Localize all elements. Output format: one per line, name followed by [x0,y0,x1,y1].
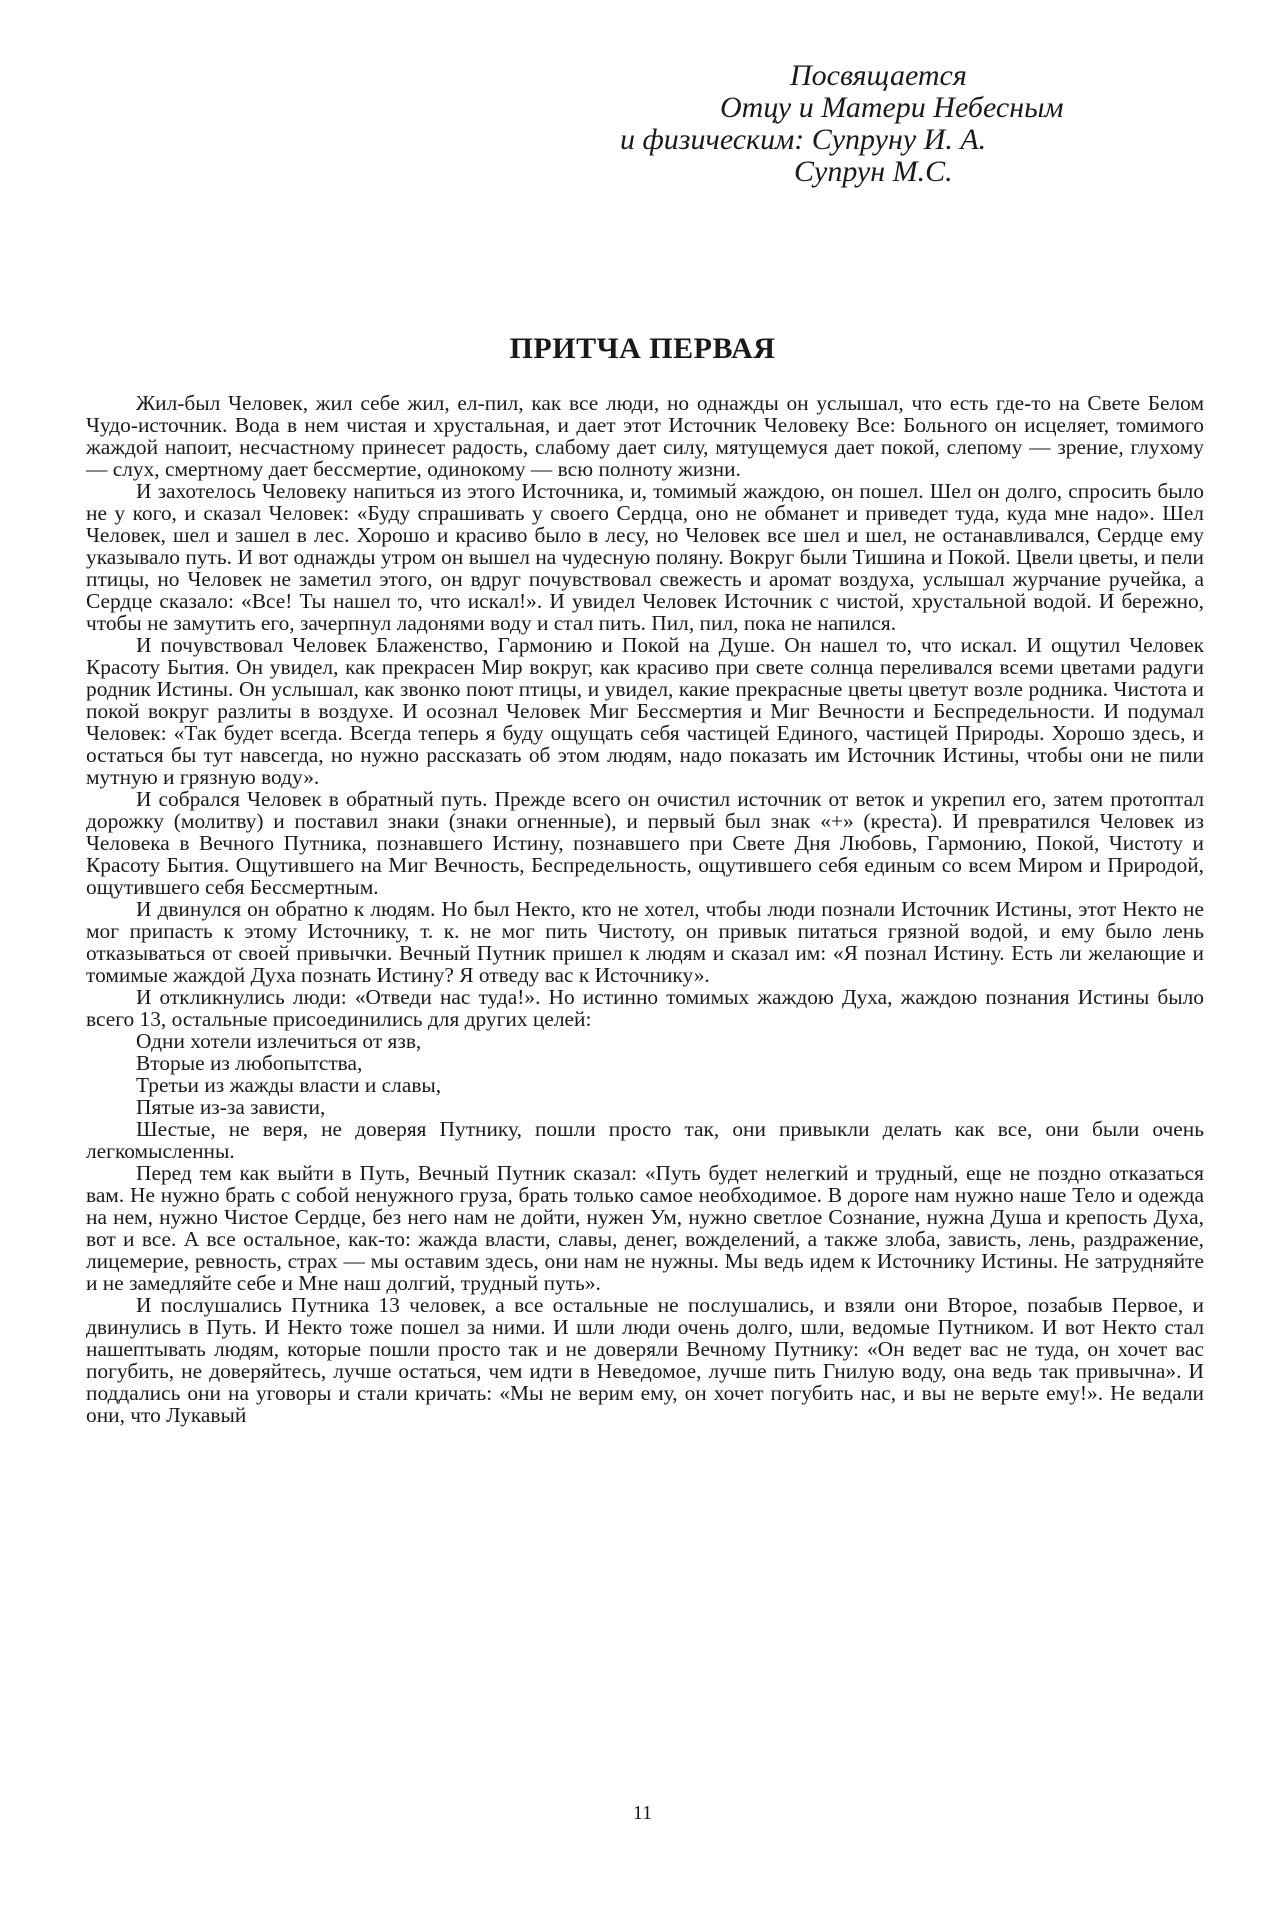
dedication-line: Отцу и Матери Небесным [720,91,1064,124]
list-item: Вторые из любопытства, [136,1051,363,1075]
list-item: Третьи из жажды власти и славы, [136,1073,442,1097]
dedication-line: Супрун М.С. [794,155,953,188]
paragraph: И почувствовал Человек Блаженство, Гармонию и Покой на Душе. Он нашел то, что искал. И ощутил Человек Красоту Бытия. Он увидел, как прекрасен Мир вокруг, как красиво при свете солнца переливался всеми цветами радуги родник Истины. Он услышал, как звонко поют птицы, и увидел, какие прекрасные цветы цветут возле родника. Чистота и покой вокруг разлиты в воздухе. И осознал Человек Миг Бессмертия и Миг Вечности и Беспредельности. И подумал Человек: «Так будет всегда. Всегда теперь я буду ощущать себя частицей Единого, частицей Природы. Хорошо здесь, и остаться бы тут навсегда, но нужно рассказать об этом людям, надо показать им Источник Истины, чтобы они не пили мутную и грязную воду». [86,633,1204,789]
list-item: Пятые из-за зависти, [136,1095,326,1119]
paragraph: И собрался Человек в обратный путь. Прежде всего он очистил источник от веток и укрепил его, затем протоптал дорожку (молитву) и поставил знаки (знаки огненные), и первый был знак «+» (креста). И превратился Человек из Человека в Вечного Путника, познавшего Истину, познавшего при Свете Дня Любовь, Гармонию, Покой, Чистоту и Красоту Бытия. Ощутившего на Миг Вечность, Беспредельность, ощутившего себя единым со всем Миром и Природой, ощутившего себя Бессмертным. [86,787,1204,899]
paragraph: И откликнулись люди: «Отведи нас туда!». Но истинно томимых жаждою Духа, жаждою познания Истины было всего 13, остальные присоединились для других целей: [86,985,1204,1031]
dedication-line: Посвящается [790,59,967,92]
body-text [86,392,1204,1426]
list-item: Одни хотели излечиться от язв, [136,1029,422,1053]
dedication [620,60,1180,188]
paragraph: Жил-был Человек, жил себе жил, ел-пил, как все люди, но однажды он услышал, что есть где-то на Свете Белом Чудо-источник. Вода в нем чистая и хрустальная, и дает этот Источник Человеку Все: Больного он исцеляет, томимого жаждой напоит, несчастному принесет радость, слабому дает силу, мятущемуся дает покой, слепому — зрение, глухому — слух, смертному дает бессмертие, одинокому — всю полноту жизни. [86,391,1204,481]
paragraph: Шестые, не веря, не доверяя Путнику, пошли просто так, они привыкли делать как все, они были очень легкомысленны. [86,1117,1204,1163]
paragraph: И захотелось Человеку напиться из этого Источника, и, томимый жаждою, он пошел. Шел он долго, спросить было не у кого, и сказал Человек: «Буду спрашивать у своего Сердца, оно не обманет и приведет туда, куда мне надо». Шел Человек, шел и зашел в лес. Хорошо и красиво было в лесу, но Человек все шел и шел, не останавливался, Сердце ему указывало путь. И вот однажды утром он вышел на чудесную поляну. Вокруг были Тишина и Покой. Цвели цветы, и пели птицы, но Человек не заметил этого, он вдруг почувствовал свежесть и аромат воздуха, услышал журчание ручейка, а Сердце сказало: «Все! Ты нашел то, что искал!». И увидел Человек Источник с чистой, хрустальной водой. И бережно, чтобы не замутить его, зачерпнул ладонями воду и стал пить. Пил, пил, пока не напился. [86,479,1204,635]
paragraph: Перед тем как выйти в Путь, Вечный Путник сказал: «Путь будет нелегкий и трудный, еще не поздно отказаться вам. Не нужно брать с собой ненужного груза, брать только самое необходимое. В дороге нам нужно наше Тело и одежда на нем, нужно Чистое Сердце, без него нам не дойти, нужен Ум, нужно светлое Сознание, нужна Душа и крепость Духа, вот и все. А все остальное, как-то: жажда власти, славы, денег, вожделений, а также злоба, зависть, лень, раздражение, лицемерие, ревность, страх — мы оставим здесь, они нам не нужны. Мы ведь идем к Источнику Истины. Не затрудняйте и не замедляйте себе и Мне наш долгий, трудный путь». [86,1161,1204,1295]
chapter-title: ПРИТЧА ПЕРВАЯ [509,332,776,365]
paragraph: И двинулся он обратно к людям. Но был Некто, кто не хотел, чтобы люди познали Источник Истины, этот Некто не мог припасть к этому Источнику, т. к. не мог пить Чистоту, он привык питаться грязной водой, и ему было лень отказываться от своей привычки. Вечный Путник пришел к людям и сказал им: «Я познал Истину. Есть ли желающие и томимые жаждой Духа познать Истину? Я отведу вас к Источнику». [86,897,1204,987]
dedication-line: и физическим: Супруну И. А. [620,123,987,156]
page-number: 11 [632,1802,653,1824]
paragraph: И послушались Путника 13 человек, а все остальные не послушались, и взяли они Второе, позабыв Первое, и двинулись в Путь. И Некто тоже пошел за ними. И шли люди очень долго, шли, ведомые Путником. И вот Некто стал нашептывать людям, которые пошли просто так и не доверяли Вечному Путнику: «Он ведет вас не туда, он хочет вас погубить, не доверяйтесь, лучше остаться, чем идти в Неведомое, лучше пить Гнилую воду, она ведь так привычна». И поддались они на уговоры и стали кричать: «Мы не верим ему, он хочет погубить нас, и вы не верьте ему!». Не ведали они, что Лукавый [86,1293,1204,1427]
